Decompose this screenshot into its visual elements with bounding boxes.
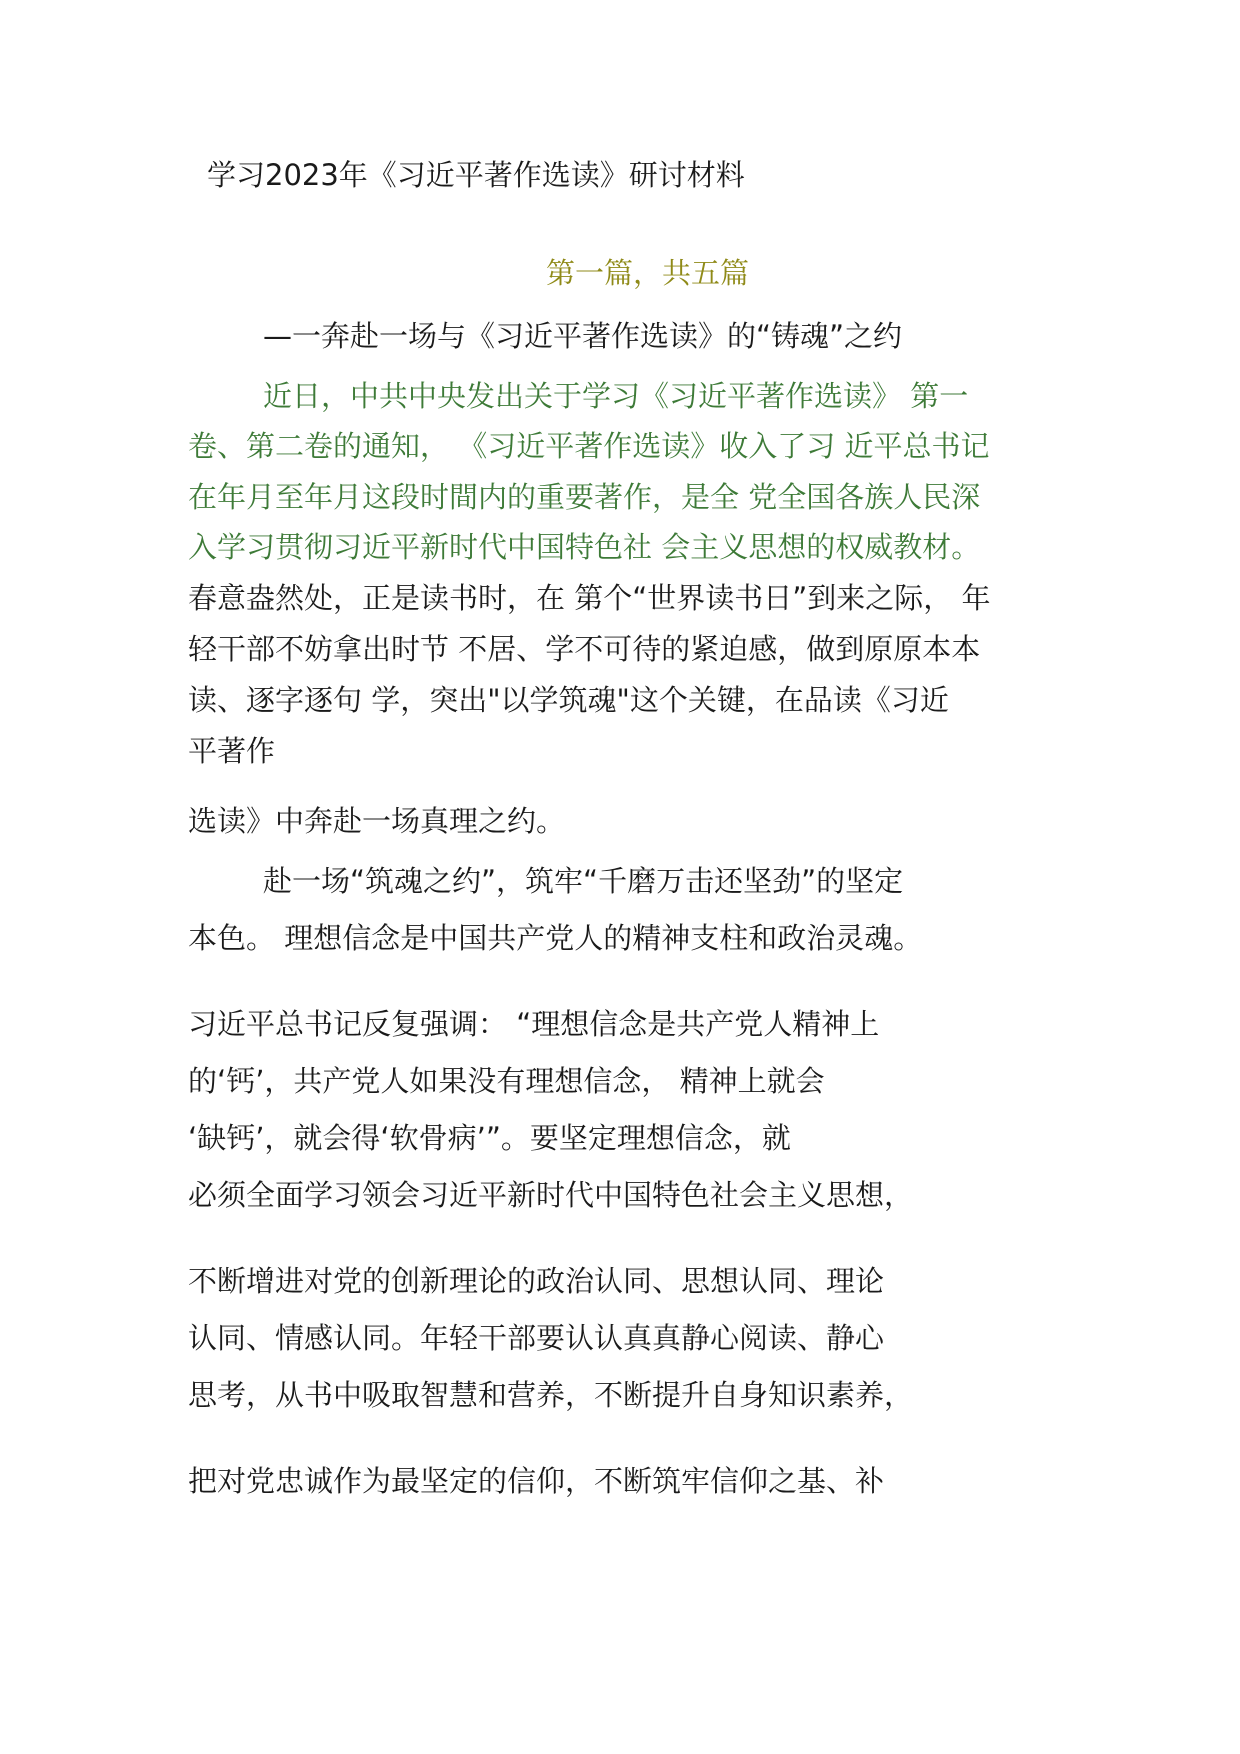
body-line: 近日，中共中央发出关于学习《习近平著作选读》 第一 <box>263 379 969 413</box>
subtitle: —一奔赴一场与《习近平著作选读》的“铸魂”之约 <box>263 319 903 353</box>
body-line: 必须全面学习领会习近平新时代中国特色社会主义思想， <box>188 1178 914 1212</box>
body-line: 认同、情感认同。年轻干部要认认真真静心阅读、静心 <box>188 1321 885 1355</box>
body-line: 在年月至年月这段时間内的重要著作，是全 党全国各族人民深 <box>188 480 981 514</box>
body-line: ‘缺钙’，就会得‘软骨病’”。要坚定理想信念，就 <box>188 1121 791 1155</box>
body-line: 习近平总书记反复强调： “理想信念是共产党人精神上 <box>188 1007 880 1041</box>
document-title: 学习2023年《习近平著作选读》研讨材料 <box>207 158 745 192</box>
body-line: 的‘钙’，共产党人如果没有理想信念， 精神上就会 <box>188 1064 825 1098</box>
body-line: 轻干部不妨拿出时节 不居、学不可待的紧迫感，做到原原本本 <box>188 632 981 666</box>
body-line: 不断增进对党的创新理论的政治认同、思想认同、理论 <box>188 1264 885 1298</box>
body-line: 把对党忠诚作为最坚定的信仰，不断筑牢信仰之基、补 <box>188 1464 885 1498</box>
body-line: 卷、第二卷的通知， 《习近平著作选读》收入了习 近平总书记 <box>188 429 990 463</box>
body-line: 本色。 理想信念是中国共产党人的精神支柱和政治灵魂。 <box>188 921 923 955</box>
body-line: 读、逐字逐句 学，突出"以学筑魂"这个关键，在品读《习近 <box>188 683 949 717</box>
body-line: 春意盎然处，正是读书时，在 第个“世界读书日”到来之际， 年 <box>188 581 991 615</box>
body-line: 赴一场“筑魂之约”，筑牢“千磨万击还坚劲”的坚定 <box>263 864 904 898</box>
body-line: 平著作 <box>188 734 276 768</box>
part-heading: 第一篇，共五篇 <box>546 256 750 290</box>
body-line: 思考，从书中吸取智慧和营养，不断提升自身知识素养， <box>188 1378 914 1412</box>
body-line: 入学习贯彻习近平新时代中国特色社 会主义思想的权威教材。 <box>188 530 981 564</box>
body-line: 选读》中奔赴一场真理之约。 <box>188 804 566 838</box>
